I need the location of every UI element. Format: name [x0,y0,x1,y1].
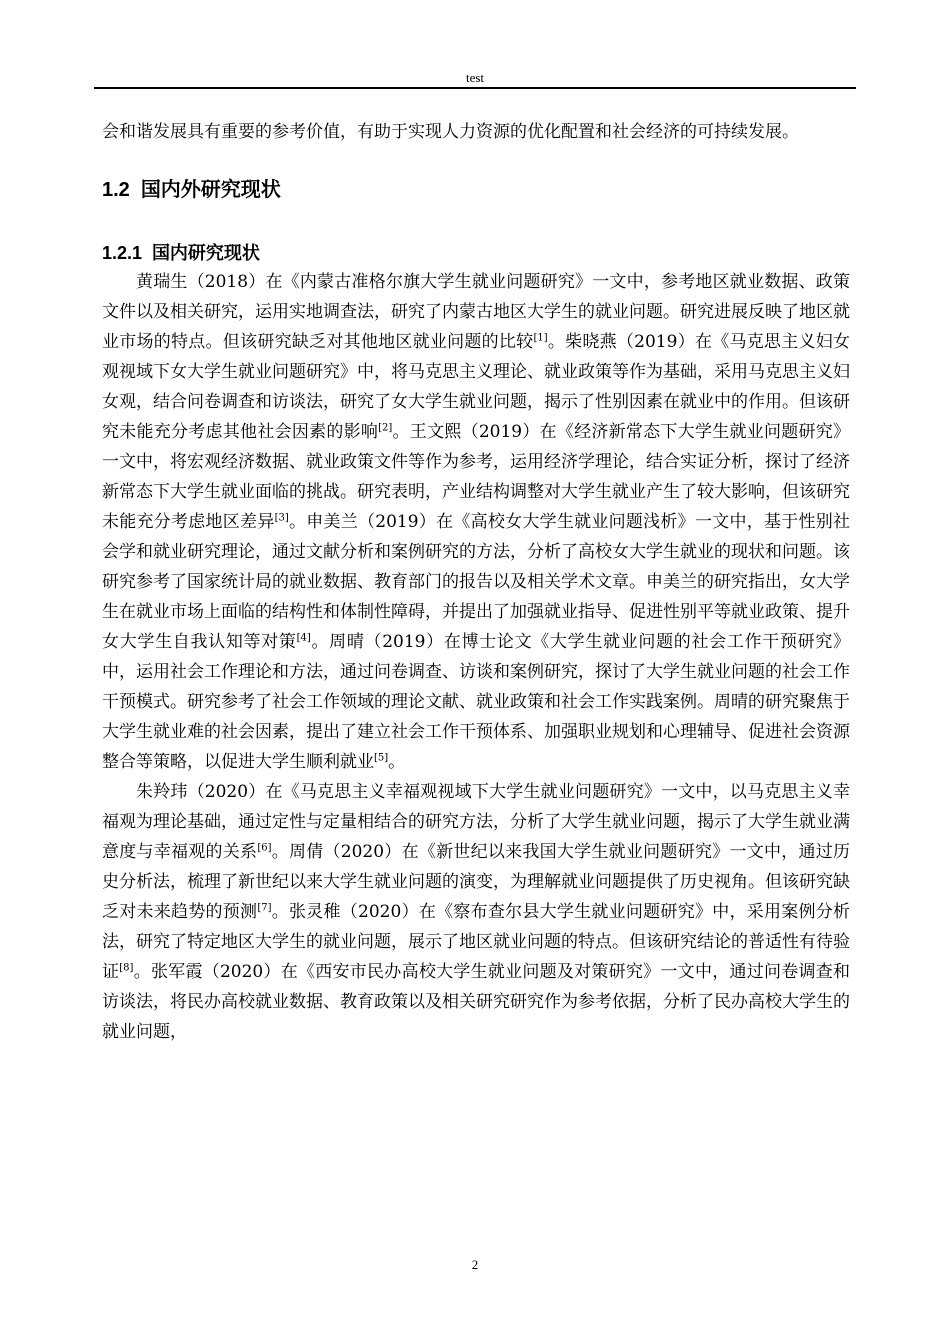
paragraph-text: 。柴晓燕（2019）在《马克思主义妇女观视域下女大学生就业问题研究》中，将马克思主义理论、就业政策等作为基础，采用马克思主义妇女观，结合问卷调查和访谈法，研究了女大学生就业问题，揭示了性别因素在就业中的作用。但该研究未能充分考虑其他社会因素的影响 [102,332,851,442]
paragraph-text: 朱羚玮（2020）在《马克思主义幸福观视域下大学生就业问题研究》一文中，以马克思主义幸福观为理论基础，通过定性与定量相结合的研究方法，分析了大学生就业问题，揭示了大学生就业满意度与幸福观的关系 [102,782,850,862]
citation-ref-8: [8] [119,962,134,974]
subsection-number: 1.2.1 [102,243,143,263]
citation-ref-1: [1] [533,332,548,344]
paragraph-text: 。周倩（2020）在《新世纪以来我国大学生就业问题研究》一文中，通过历史分析法，梳理了新世纪以来大学生就业问题的演变，为理解就业问题提供了历史视角。但该研究缺乏对未来趋势的预测 [102,842,851,922]
section-number: 1.2 [102,179,130,201]
body-paragraph-2 [102,777,850,1047]
paragraph-text: 。 [388,752,406,772]
citation-ref-7: [7] [257,902,272,914]
page-header: test [465,70,485,85]
citation-ref-4: [4] [296,632,311,644]
paragraph-text: 。王文熙（2019）在《经济新常态下大学生就业问题研究》一文中，将宏观经济数据、就业政策文件等作为参考，运用经济学理论，结合实证分析，探讨了经济新常态下大学生就业面临的挑战。研究表明，产业结构调整对大学生就业产生了较大影响，但该研究未能充分考虑地区差异 [102,422,851,532]
body-paragraph-1 [102,267,850,777]
citation-ref-5: [5] [374,752,389,764]
intro-paragraph: 会和谐发展具有重要的参考价值，有助于实现人力资源的优化配置和社会经济的可持续发展。 [102,122,799,142]
paragraph-text: 。张军霞（2020）在《西安市民办高校大学生就业问题及对策研究》一文中，通过问卷调查和访谈法，将民办高校就业数据、教育政策以及相关研究研究作为参考依据，分析了民办高校大学生的就业问题， [102,962,851,1042]
page-number: 2 [471,1257,479,1272]
paragraph-text: 。张灵稚（2020）在《察布查尔县大学生就业问题研究》中，采用案例分析法，研究了特定地区大学生的就业问题，展示了地区就业问题的特点。但该研究结论的普适性有待验证 [102,902,851,982]
paragraph-text: 。周晴（2019）在博士论文《大学生就业问题的社会工作干预研究》中，运用社会工作理论和方法，通过问卷调查、访谈和案例研究，探讨了大学生就业问题的社会工作干预模式。研究参考了社会工作领域的理论文献、就业政策和社会工作实践案例。周晴的研究聚焦于大学生就业难的社会因素，提出了建立社会工作干预体系、加强职业规划和心理辅导、促进社会资源整合等策略，以促进大学生顺利就业 [102,632,851,772]
citation-ref-2: [2] [378,422,393,434]
section-title: 国内外研究现状 [140,177,281,201]
header-rule [94,87,856,89]
citation-ref-3: [3] [274,512,289,524]
page-body [102,117,850,1047]
paragraph-text: 。申美兰（2019）在《高校女大学生就业问题浅析》一文中，基于性别社会学和就业研究理论，通过文献分析和案例研究的方法，分析了高校女大学生就业的现状和问题。该研究参考了国家统计局的就业数据、教育部门的报告以及相关学术文章。申美兰的研究指出，女大学生在就业市场上面临的结构性和体制性障碍，并提出了加强就业指导、促进性别平等就业政策、提升女大学生自我认知等对策 [102,512,850,652]
subsection-title: 国内研究现状 [151,243,260,264]
section-heading [102,175,850,204]
paragraph-text: 黄瑞生（2018）在《内蒙古准格尔旗大学生就业问题研究》一文中，参考地区就业数据、政策文件以及相关研究，运用实地调查法，研究了内蒙古地区大学生的就业问题。研究进展反映了地区就业市场的特点。但该研究缺乏对其他地区就业问题的比较 [102,272,850,352]
citation-ref-6: [6] [257,842,272,854]
subsection-heading [102,240,850,267]
